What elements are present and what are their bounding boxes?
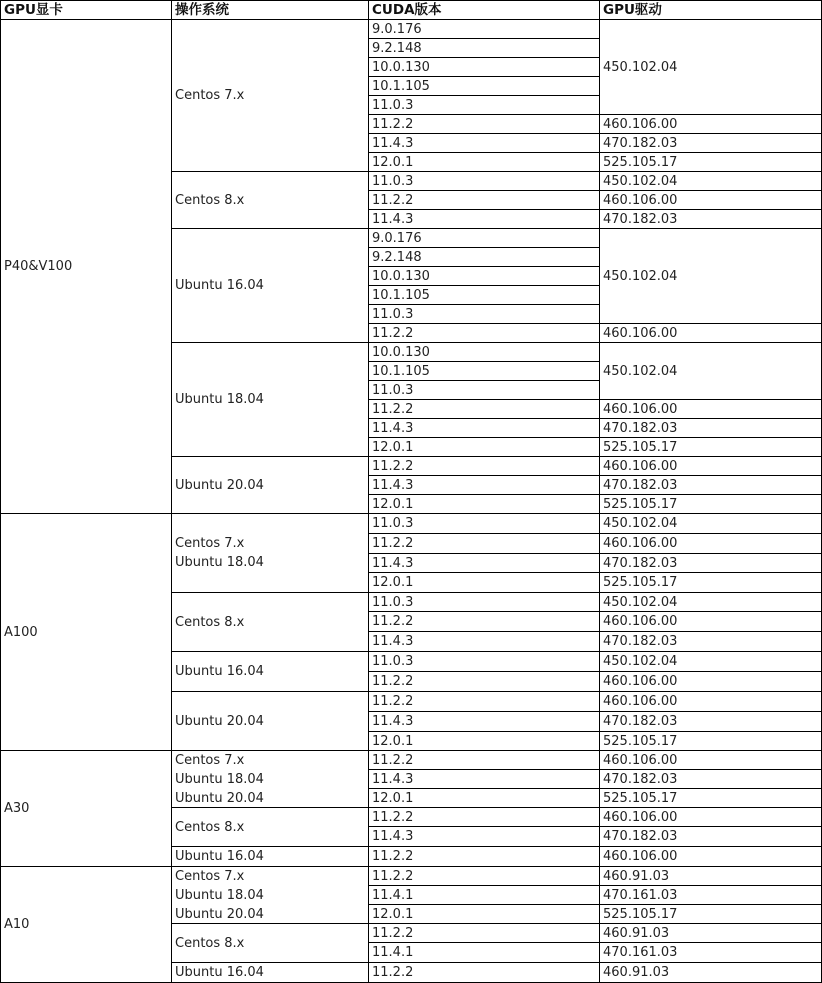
- driver-version: 450.102.04: [603, 654, 678, 669]
- driver-version: 525.105.17: [603, 733, 678, 749]
- gpu-label: A10: [4, 917, 30, 932]
- driver-cell: [600, 867, 822, 886]
- os-label: Centos 8.x: [175, 935, 245, 951]
- driver-cell: [600, 191, 822, 210]
- gpu-label: A30: [4, 801, 30, 816]
- cuda-cell: [369, 534, 600, 554]
- driver-version: 525.105.17: [603, 906, 678, 922]
- cuda-cell: [369, 593, 600, 612]
- gpu-cell: [0, 751, 172, 867]
- cuda-cell: [369, 905, 600, 924]
- os-cell: [172, 593, 369, 652]
- driver-cell: [600, 905, 822, 924]
- driver-version: 470.182.03: [603, 135, 678, 151]
- cuda-version: 12.0.1: [372, 733, 414, 749]
- header-driver-label: GPU驱动: [603, 1, 662, 18]
- driver-cell: [600, 134, 822, 153]
- cuda-version: 11.4.3: [372, 420, 414, 436]
- cuda-version: 12.0.1: [372, 790, 414, 806]
- os-label: Ubuntu 20.04: [175, 906, 264, 922]
- cuda-version: 10.0.130: [372, 344, 430, 360]
- cuda-cell: [369, 419, 600, 438]
- cuda-version: 11.0.3: [372, 594, 414, 610]
- driver-cell: [600, 476, 822, 495]
- driver-version: 470.182.03: [603, 477, 678, 493]
- os-label: Ubuntu 16.04: [175, 664, 264, 679]
- os-label: Ubuntu 16.04: [175, 278, 264, 293]
- driver-version: 470.182.03: [603, 771, 678, 787]
- cuda-version: 11.0.3: [372, 306, 414, 322]
- driver-cell: [600, 210, 822, 229]
- os-cell: [172, 20, 369, 172]
- cuda-version: 10.1.105: [372, 287, 430, 303]
- driver-version: 460.106.00: [603, 614, 678, 629]
- cuda-version: 11.2.2: [372, 925, 414, 941]
- cuda-version: 11.4.3: [372, 829, 414, 844]
- header-cuda: [369, 0, 600, 20]
- cuda-version: 11.0.3: [372, 382, 414, 398]
- cuda-cell: [369, 381, 600, 400]
- driver-cell: [600, 115, 822, 134]
- cuda-cell: [369, 476, 600, 495]
- driver-cell: [600, 732, 822, 751]
- cuda-cell: [369, 963, 600, 983]
- cuda-cell: [369, 58, 600, 77]
- driver-cell: [600, 153, 822, 172]
- cuda-version: 9.2.148: [372, 249, 422, 265]
- cuda-cell: [369, 924, 600, 943]
- driver-version: 450.102.04: [603, 594, 678, 610]
- os-label: Ubuntu 20.04: [175, 713, 264, 729]
- cuda-cell: [369, 324, 600, 343]
- cuda-cell: [369, 886, 600, 905]
- cuda-cell: [369, 77, 600, 96]
- header-os: [172, 0, 369, 20]
- driver-version: 460.106.00: [603, 401, 678, 417]
- driver-cell: [600, 672, 822, 692]
- cuda-version: 10.1.105: [372, 363, 430, 379]
- cuda-version: 12.0.1: [372, 154, 414, 170]
- cuda-version: 11.4.1: [372, 945, 414, 960]
- cuda-version: 10.0.130: [372, 268, 430, 284]
- driver-version: 525.105.17: [603, 439, 678, 455]
- cuda-cell: [369, 248, 600, 267]
- driver-version: 460.91.03: [603, 965, 670, 980]
- os-label: Ubuntu 18.04: [175, 771, 264, 787]
- cuda-version: 9.2.148: [372, 40, 422, 56]
- driver-version: 470.182.03: [603, 555, 678, 571]
- driver-version: 470.161.03: [603, 945, 678, 960]
- cuda-cell: [369, 400, 600, 419]
- os-label: Centos 7.x: [175, 536, 245, 551]
- cuda-version: 11.2.2: [372, 674, 414, 689]
- driver-version: 460.106.00: [603, 536, 678, 551]
- driver-cell: [600, 692, 822, 712]
- driver-cell: [600, 943, 822, 963]
- cuda-cell: [369, 305, 600, 324]
- driver-cell: [600, 229, 822, 324]
- driver-cell: [600, 847, 822, 867]
- driver-cell: [600, 789, 822, 808]
- gpu-label: A100: [4, 624, 38, 640]
- gpu-cell: [0, 20, 172, 514]
- os-label: Centos 8.x: [175, 614, 245, 630]
- cuda-version: 9.0.176: [372, 230, 422, 246]
- cuda-cell: [369, 554, 600, 573]
- cuda-cell: [369, 286, 600, 305]
- os-cell: [172, 514, 369, 593]
- driver-version: 470.182.03: [603, 634, 678, 649]
- cuda-cell: [369, 362, 600, 381]
- cuda-cell: [369, 867, 600, 886]
- cuda-cell: [369, 652, 600, 672]
- cuda-version: 11.2.2: [372, 694, 414, 709]
- os-label: Centos 7.x: [175, 868, 245, 884]
- driver-version: 470.161.03: [603, 887, 678, 903]
- driver-version: 460.106.00: [603, 674, 678, 689]
- os-label: Ubuntu 18.04: [175, 392, 264, 407]
- os-label: Ubuntu 20.04: [175, 477, 264, 493]
- cuda-version: 11.4.3: [372, 555, 414, 571]
- driver-cell: [600, 770, 822, 789]
- os-label: Ubuntu 18.04: [175, 887, 264, 903]
- driver-version: 450.102.04: [603, 516, 678, 531]
- driver-cell: [600, 457, 822, 476]
- cuda-cell: [369, 943, 600, 963]
- cuda-cell: [369, 612, 600, 632]
- cuda-version: 11.2.2: [372, 965, 414, 980]
- cuda-version: 12.0.1: [372, 906, 414, 922]
- driver-cell: [600, 172, 822, 191]
- driver-cell: [600, 343, 822, 400]
- driver-version: 460.106.00: [603, 192, 678, 208]
- driver-version: 470.182.03: [603, 714, 678, 729]
- os-label: Ubuntu 16.04: [175, 965, 264, 980]
- os-label: Ubuntu 16.04: [175, 849, 264, 864]
- cuda-version: 10.0.130: [372, 59, 430, 75]
- driver-cell: [600, 963, 822, 983]
- header-os-label: 操作系统: [175, 1, 229, 18]
- driver-version: 525.105.17: [603, 496, 678, 512]
- os-cell: [172, 751, 369, 808]
- driver-cell: [600, 924, 822, 943]
- cuda-version: 12.0.1: [372, 575, 414, 590]
- cuda-version: 11.4.3: [372, 771, 414, 787]
- driver-cell: [600, 886, 822, 905]
- cuda-cell: [369, 39, 600, 58]
- driver-cell: [600, 652, 822, 672]
- os-cell: [172, 963, 369, 983]
- cuda-cell: [369, 229, 600, 248]
- driver-version: 460.91.03: [603, 925, 670, 941]
- cuda-version: 11.2.2: [372, 809, 414, 825]
- gpu-label: P40&V100: [4, 259, 73, 274]
- cuda-cell: [369, 115, 600, 134]
- os-cell: [172, 847, 369, 867]
- gpu-cell: [0, 867, 172, 983]
- driver-version: 460.106.00: [603, 752, 678, 768]
- cuda-version: 11.4.3: [372, 477, 414, 493]
- cuda-cell: [369, 267, 600, 286]
- cuda-version: 11.4.3: [372, 211, 414, 227]
- driver-version: 470.182.03: [603, 211, 678, 227]
- driver-version: 460.106.00: [603, 849, 678, 864]
- driver-cell: [600, 534, 822, 554]
- driver-cell: [600, 612, 822, 632]
- cuda-cell: [369, 712, 600, 732]
- header-gpu: [0, 0, 172, 20]
- cuda-version: 11.4.3: [372, 714, 414, 729]
- cuda-version: 11.2.2: [372, 192, 414, 208]
- os-cell: [172, 172, 369, 229]
- os-label: Centos 8.x: [175, 192, 245, 208]
- driver-version: 450.102.04: [603, 268, 678, 284]
- driver-version: 525.105.17: [603, 790, 678, 806]
- cuda-cell: [369, 789, 600, 808]
- os-cell: [172, 924, 369, 963]
- driver-cell: [600, 712, 822, 732]
- cuda-cell: [369, 573, 600, 593]
- driver-cell: [600, 438, 822, 457]
- os-label: Ubuntu 20.04: [175, 790, 264, 806]
- gpu-cell: [0, 514, 172, 751]
- cuda-version: 10.1.105: [372, 78, 430, 94]
- cuda-cell: [369, 827, 600, 847]
- cuda-version: 11.2.2: [372, 752, 414, 768]
- os-label: Centos 7.x: [175, 752, 245, 768]
- os-cell: [172, 867, 369, 924]
- os-cell: [172, 343, 369, 457]
- cuda-version: 11.2.2: [372, 614, 414, 629]
- cuda-cell: [369, 96, 600, 115]
- driver-cell: [600, 827, 822, 847]
- cuda-cell: [369, 732, 600, 751]
- cuda-version: 11.2.2: [372, 849, 414, 864]
- driver-cell: [600, 324, 822, 343]
- os-label: Centos 7.x: [175, 88, 245, 103]
- cuda-version: 11.2.2: [372, 868, 414, 884]
- cuda-cell: [369, 514, 600, 534]
- cuda-cell: [369, 692, 600, 712]
- driver-cell: [600, 20, 822, 115]
- driver-version: 525.105.17: [603, 575, 678, 590]
- cuda-version: 12.0.1: [372, 439, 414, 455]
- cuda-version: 9.0.176: [372, 21, 422, 37]
- cuda-version: 11.4.1: [372, 887, 414, 903]
- header-gpu-label: GPU显卡: [4, 1, 63, 18]
- cuda-cell: [369, 153, 600, 172]
- cuda-cell: [369, 847, 600, 867]
- driver-version: 470.182.03: [603, 420, 678, 436]
- driver-version: 460.106.00: [603, 116, 678, 132]
- os-cell: [172, 229, 369, 343]
- cuda-cell: [369, 457, 600, 476]
- cuda-cell: [369, 672, 600, 692]
- driver-version: 460.106.00: [603, 325, 678, 341]
- driver-cell: [600, 751, 822, 770]
- driver-cell: [600, 554, 822, 573]
- cuda-version: 11.2.2: [372, 458, 414, 474]
- driver-cell: [600, 632, 822, 652]
- cuda-cell: [369, 770, 600, 789]
- driver-cell: [600, 514, 822, 534]
- cuda-cell: [369, 808, 600, 827]
- driver-version: 460.91.03: [603, 868, 670, 884]
- header-cuda-label: CUDA版本: [372, 1, 442, 18]
- driver-version: 460.106.00: [603, 809, 678, 825]
- os-cell: [172, 652, 369, 692]
- driver-version: 460.106.00: [603, 458, 678, 474]
- cuda-cell: [369, 172, 600, 191]
- driver-version: 525.105.17: [603, 154, 678, 170]
- cuda-cell: [369, 210, 600, 229]
- driver-cell: [600, 400, 822, 419]
- cuda-version: 12.0.1: [372, 496, 414, 512]
- header-driver: [600, 0, 822, 20]
- cuda-cell: [369, 191, 600, 210]
- cuda-cell: [369, 632, 600, 652]
- cuda-cell: [369, 751, 600, 770]
- cuda-version: 11.0.3: [372, 516, 414, 531]
- driver-version: 460.106.00: [603, 694, 678, 709]
- driver-cell: [600, 419, 822, 438]
- cuda-cell: [369, 438, 600, 457]
- driver-cell: [600, 808, 822, 827]
- driver-version: 450.102.04: [603, 173, 678, 189]
- os-cell: [172, 692, 369, 751]
- os-cell: [172, 457, 369, 514]
- driver-cell: [600, 495, 822, 514]
- cuda-version: 11.2.2: [372, 325, 414, 341]
- cuda-version: 11.4.3: [372, 135, 414, 151]
- cuda-cell: [369, 20, 600, 39]
- cuda-cell: [369, 495, 600, 514]
- os-label: Ubuntu 18.04: [175, 555, 264, 570]
- cuda-version: 11.0.3: [372, 654, 414, 669]
- cuda-version: 11.2.2: [372, 536, 414, 551]
- driver-cell: [600, 573, 822, 593]
- driver-version: 450.102.04: [603, 59, 678, 75]
- os-label: Centos 8.x: [175, 819, 245, 835]
- driver-version: 450.102.04: [603, 363, 678, 379]
- cuda-version: 11.2.2: [372, 401, 414, 417]
- driver-version: 470.182.03: [603, 829, 678, 844]
- os-cell: [172, 808, 369, 847]
- cuda-version: 11.4.3: [372, 634, 414, 649]
- cuda-cell: [369, 343, 600, 362]
- cuda-cell: [369, 134, 600, 153]
- cuda-version: 11.0.3: [372, 97, 414, 113]
- cuda-version: 11.0.3: [372, 173, 414, 189]
- cuda-version: 11.2.2: [372, 116, 414, 132]
- driver-cell: [600, 593, 822, 612]
